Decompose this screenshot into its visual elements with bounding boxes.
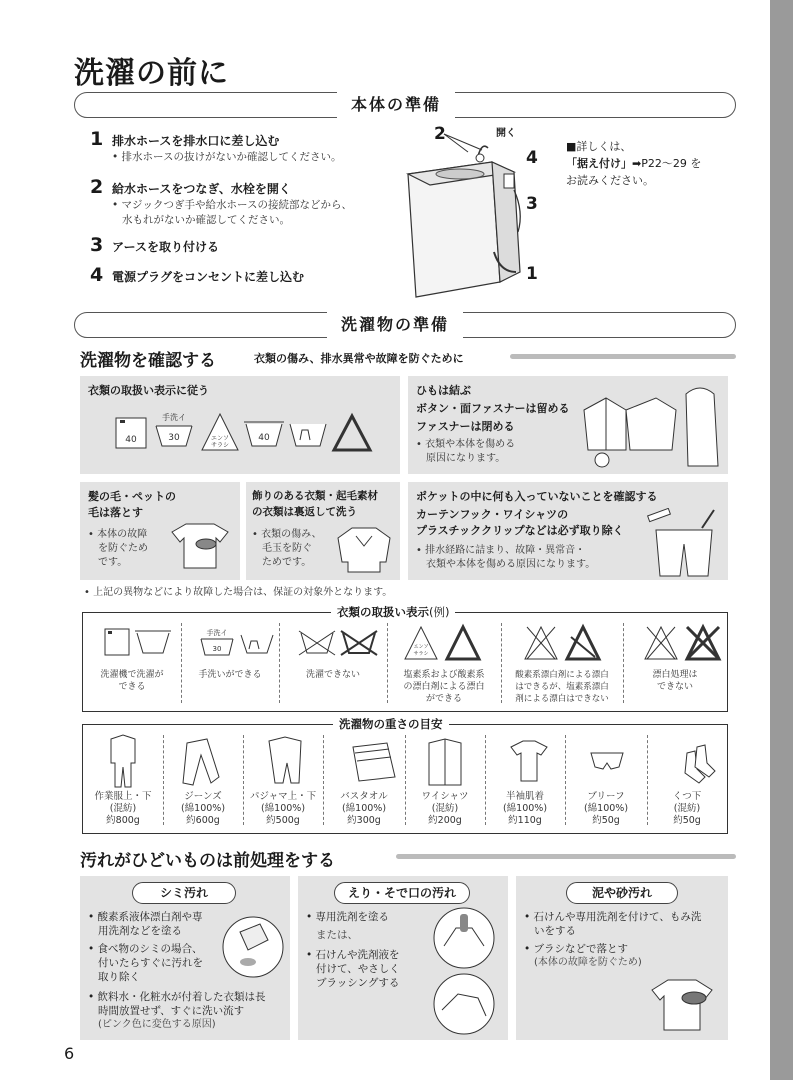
weight-item-weight: 約600g	[186, 815, 220, 826]
pocket-box: ポケットの中に何も入っていないことを確認する カーテンフック・ワイシャツの プラスチッククリップなどは必ず取り除く • 排水経路に詰まり、故障・異常音・ 衣類や本体を傷める原因になります。	[408, 482, 728, 580]
weight-item-name: パジャマ上・下	[249, 791, 317, 802]
step-3: 3 アースを取り付ける	[90, 234, 220, 256]
setup-steps	[90, 128, 400, 286]
hair-box: 髪の毛・ペットの 毛は落とす • 本体の故障 を防ぐため です。	[80, 482, 240, 580]
scan-margin	[770, 0, 793, 1080]
laundry-weight-table	[82, 717, 728, 834]
details-reference: ■詳しくは、 「据え付け」➡P22～29 を お読みください。	[566, 140, 702, 187]
weight-item-sub: (混紡)	[109, 803, 137, 814]
washing-machine-diagram	[396, 122, 556, 300]
hand-value: 30	[212, 645, 222, 653]
stain-box: シミ汚れ • 酸素系液体漂白剤や専 用洗剤などを塗る • 食べ物のシミの場合、 付いたらすぐに汚れを 取り除く • 飲料水・化粧水が付着した衣類は長 時間放置せず、すぐに洗い流す (ピンク色に変色する原因)	[80, 876, 290, 1040]
weight-item-weight: 約110g	[508, 815, 542, 826]
weight-item-sub: (綿100%)	[260, 803, 306, 814]
heading-rule	[396, 854, 736, 859]
tub-value: 40	[125, 435, 137, 445]
svg-text:エンソ: エンソ	[413, 644, 429, 650]
section-bar-unit-prep	[74, 92, 736, 118]
sweater-illustration	[332, 522, 396, 576]
callout-3: 3	[526, 194, 538, 214]
pretreat-heading: 汚れがひどいものは前処理をする	[80, 851, 335, 871]
care-symbols-row	[114, 410, 394, 460]
care-symbols-table	[83, 623, 727, 665]
weight-item-weight: 約50g	[673, 815, 701, 826]
weight-item	[647, 791, 727, 827]
section-bar-laundry-prep	[74, 312, 736, 338]
weight-item	[323, 791, 405, 827]
svg-text:エンソ: エンソ	[210, 435, 230, 442]
weight-item-sub: (綿100%)	[341, 803, 387, 814]
hand-value: 30	[168, 433, 180, 443]
weight-item-sub: (綿100%)	[502, 803, 548, 814]
collar-brush-illustration	[426, 906, 504, 1036]
care-label-box	[80, 376, 400, 474]
weight-item	[565, 791, 647, 827]
page-number: 6	[64, 1044, 75, 1063]
weight-item-weight: 約300g	[347, 815, 381, 826]
weight-item-name: 作業服上・下	[94, 791, 152, 802]
wash-value: 40	[258, 433, 270, 443]
weight-item-weight: 約500g	[266, 815, 300, 826]
stain-bottle-illustration	[220, 910, 286, 984]
check-heading: 洗濯物を確認する	[80, 351, 216, 371]
caption-hand-wash: 手洗いができる	[198, 670, 262, 680]
weight-item-sub: (混紡)	[673, 803, 701, 814]
caption-oxygen-bleach: 酸素系漂白剤による漂白 はできるが、塩素系漂白 剤による漂白はできない	[515, 670, 609, 704]
weight-item-name: くつ下	[672, 791, 702, 802]
callout-1: 1	[526, 264, 538, 284]
callout-2: 2	[434, 124, 446, 144]
warranty-note: • 上記の異物などにより故障した場合は、保証の対象外となります。	[84, 587, 393, 598]
decor-box: 飾りのある衣類・起毛素材 の衣類は裏返して洗う • 衣類の傷み、 毛玉を防ぐ ためです。	[246, 482, 400, 580]
weight-item-weight: 約800g	[106, 815, 140, 826]
tshirt-brush-illustration	[644, 974, 724, 1036]
svg-text:サラシ: サラシ	[210, 442, 230, 449]
open-label: 開く	[496, 128, 516, 139]
check-subtitle: 衣類の傷み、排水異常や故障を防ぐために	[254, 352, 464, 365]
weight-item-weight: 約50g	[592, 815, 620, 826]
jacket-apron-illustration	[576, 380, 726, 472]
weight-item-weight: 約200g	[428, 815, 462, 826]
page-title: 洗濯の前に	[74, 56, 229, 91]
strings-box: ひもは結ぶ ボタン・面ファスナーは留める ファスナーは閉める • 衣類や本体を傷める 原因になります。	[408, 376, 728, 474]
heading-rule	[510, 354, 736, 359]
hand-label: 手洗イ	[162, 413, 186, 422]
weight-item-sub: (綿100%)	[180, 803, 226, 814]
weight-item-name: ブリーフ	[587, 791, 625, 802]
svg-text:サラシ: サラシ	[413, 651, 429, 657]
step-4: 4 電源プラグをコンセントに差し込む	[90, 264, 305, 286]
step-2: 2 給水ホースをつなぎ、水栓を開く • マジックつぎ手や給水ホースの接続部などから、 水もれがないか確認してください。	[90, 176, 353, 226]
caption-no-bleach: 漂白処理は できない	[652, 670, 698, 692]
mud-title: 泥や砂汚れ	[566, 882, 678, 904]
care-table-title: 衣類の取扱い表示(例)	[331, 604, 455, 620]
garment-icons	[83, 733, 727, 791]
stain-title: シミ汚れ	[132, 882, 236, 904]
weight-item-name: 半袖肌着	[505, 791, 544, 802]
shirt-brush-illustration	[166, 518, 236, 574]
mud-box: 泥や砂汚れ • 石けんや専用洗剤を付けて、もみ洗 いをする • ブラシなどで落とす (本体の故障を防ぐため)	[516, 876, 728, 1040]
weight-table-title: 洗濯物の重さの目安	[333, 716, 449, 732]
callout-4: 4	[526, 148, 538, 168]
weight-item	[485, 791, 565, 827]
weight-item	[163, 791, 243, 827]
weight-item-name: バスタオル	[340, 791, 388, 802]
collar-title: えり・そで口の汚れ	[334, 882, 470, 904]
box-title: 衣類の取扱い表示に従う	[88, 384, 209, 397]
weight-item	[83, 791, 163, 827]
care-label-table	[82, 605, 728, 712]
weight-item	[243, 791, 323, 827]
weight-item	[405, 791, 485, 827]
section-title: 洗濯物の準備	[327, 312, 463, 338]
step-1: 1 排水ホースを排水口に差し込む • 排水ホースの抜けがないか確認してください。	[90, 128, 342, 163]
caption-machine-wash: 洗濯機で洗濯が できる	[100, 670, 164, 692]
collar-box: えり・そで口の汚れ • 専用洗剤を塗る または、 • 石けんや洗剤液を 付けて、やさしく ブラッシングする	[298, 876, 508, 1040]
caption-no-wash: 洗濯できない	[305, 670, 360, 680]
weight-item-sub: (綿100%)	[583, 803, 629, 814]
caption-bleach-ok: 塩素系および酸素系 の漂白剤による漂白 ができる	[403, 670, 485, 704]
weight-item-name: ジーンズ	[184, 791, 222, 802]
weight-item-sub: (混紡)	[431, 803, 459, 814]
hand-label: 手洗イ	[206, 629, 228, 637]
trousers-pocket-illustration	[642, 508, 726, 578]
weight-item-name: ワイシャツ	[421, 791, 469, 802]
section-title: 本体の準備	[337, 92, 455, 118]
